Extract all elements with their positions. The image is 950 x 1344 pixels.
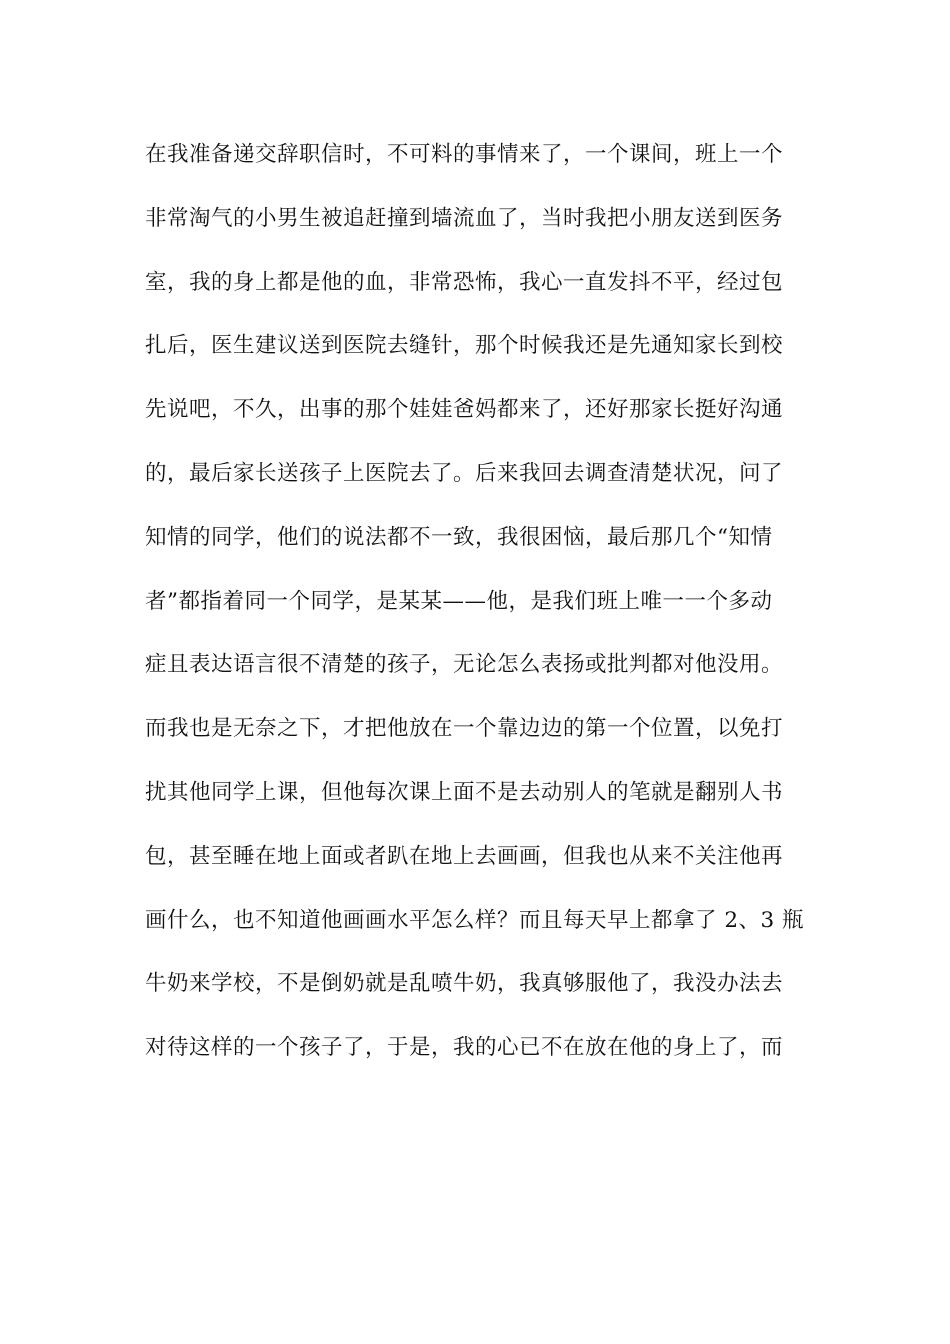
text-line: 对待这样的一个孩子了，于是，我的心已不在放在他的身上了，而 (145, 1035, 784, 1061)
text-line: 在我准备递交辞职信时，不可料的事情来了，一个课间，班上一个 (145, 142, 784, 167)
text-line: 牛奶来学校，不是倒奶就是乱喷牛奶，我真够服他了，我没办法去 (145, 971, 784, 997)
text-line: 而我也是无奈之下，才把他放在一个靠边边的第一个位置，以免打 (145, 716, 784, 742)
text-line: 非常淘气的小男生被追赶撞到墙流血了，当时我把小朋友送到医务 (145, 205, 784, 231)
text-line: 室，我的身上都是他的血，非常恐怖，我心一直发抖不平，经过包 (145, 269, 784, 295)
text-line: 画什么，也不知道他画画水平怎么样？而且每天早上都拿了 2、3 瓶 (145, 907, 805, 933)
body-text (145, 131, 810, 1088)
text-line: 扰其他同学上课，但他每次课上面不是去动别人的笔就是翻别人书 (145, 779, 784, 805)
text-line: 扎后，医生建议送到医院去缝针，那个时候我还是先通知家长到校 (145, 333, 784, 359)
text-line: 包，甚至睡在地上面或者趴在地上去画画，但我也从来不关注他再 (145, 843, 784, 869)
text-line: 症且表达语言很不清楚的孩子，无论怎么表扬或批判都对他没用。 (145, 652, 784, 678)
text-line: 知情的同学，他们的说法都不一致，我很困恼，最后那几个“知情 (145, 524, 773, 550)
text-line: 的，最后家长送孩子上医院去了。后来我回去调查清楚状况，问了 (145, 460, 784, 486)
text-line: 者”都指着同一个同学，是某某——他，是我们班上唯一一个多动 (145, 588, 773, 614)
text-line: 先说吧，不久，出事的那个娃娃爸妈都来了，还好那家长挺好沟通 (145, 397, 784, 423)
